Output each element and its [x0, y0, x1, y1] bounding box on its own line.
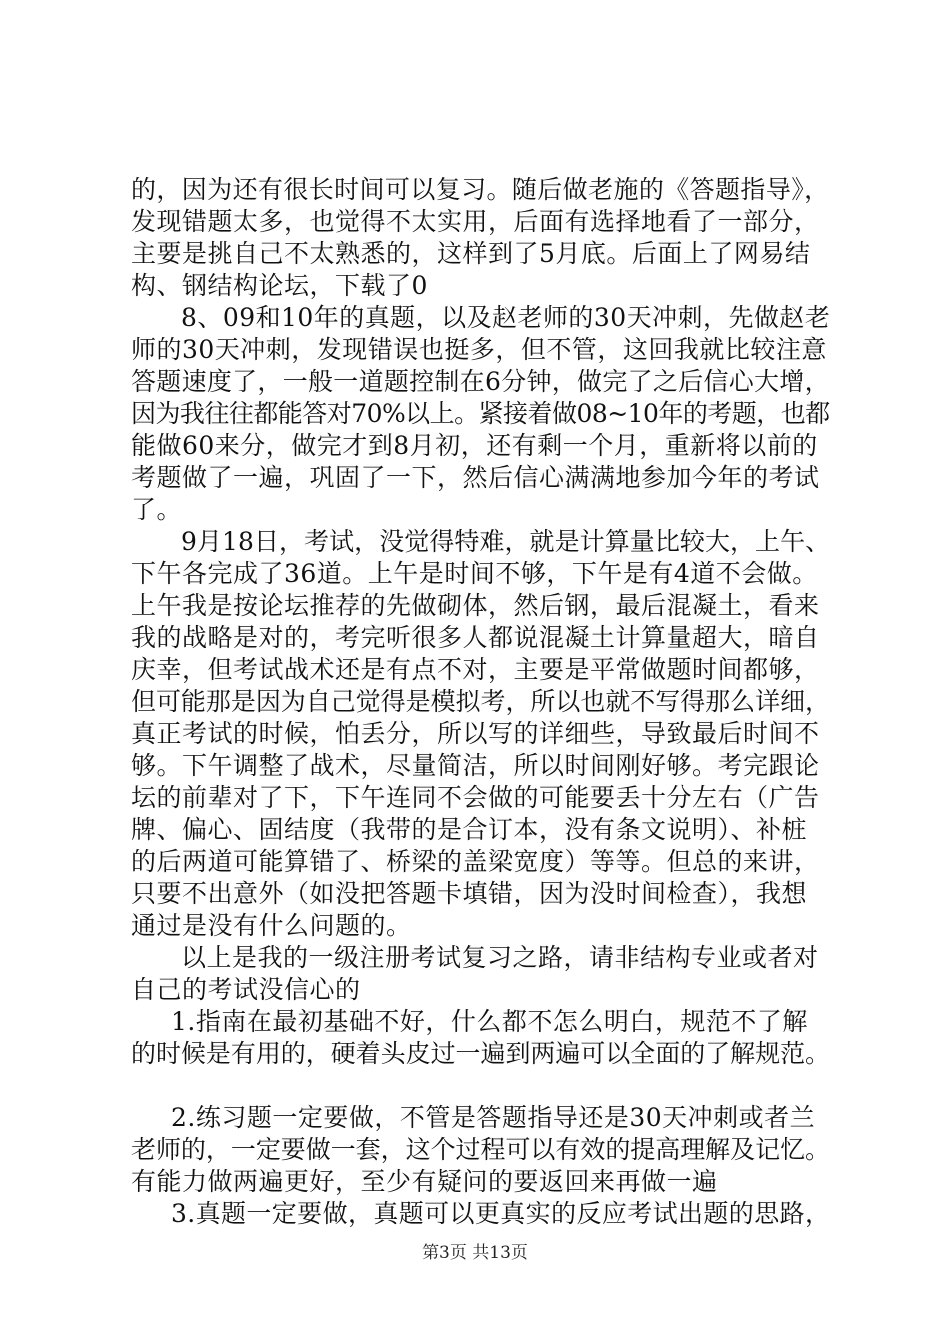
text-line: 1.指南在最初基础不好，什么都不怎么明白，规范不了解 — [171, 1007, 808, 1036]
text-line: 的后两道可能算错了、桥梁的盖梁宽度）等等。但总的来讲， — [131, 847, 820, 876]
text-line: 够。下午调整了战术，尽量简洁，所以时间刚好够。考完跟论 — [131, 751, 820, 780]
text-line: 以上是我的一级注册考试复习之路，请非结构专业或者对 — [181, 943, 819, 972]
page-footer: 第3页 共13页 — [422, 1243, 528, 1263]
text-line: 构、钢结构论坛，下载了0 — [131, 271, 428, 300]
text-line: 2.练习题一定要做，不管是答题指导还是30天冲刺或者兰 — [171, 1103, 816, 1132]
text-line: 通过是没有什么问题的。 — [131, 911, 412, 940]
text-line: 老师的，一定要做一套，这个过程可以有效的提高理解及记忆。 — [131, 1135, 831, 1164]
text-line: 能做60来分，做完才到8月初，还有剩一个月，重新将以前的 — [131, 431, 818, 460]
text-line: 真正考试的时候，怕丢分，所以写的详细些，导致最后时间不 — [131, 719, 820, 748]
text-line: 牌、偏心、固结度（我带的是合订本，没有条文说明）、补桩 — [131, 815, 808, 844]
text-line: 的时候是有用的，硬着头皮过一遍到两遍可以全面的了解规范。 — [131, 1039, 831, 1068]
text-line: 但可能那是因为自己觉得是模拟考，所以也就不写得那么详细， — [131, 687, 831, 716]
text-line: 考题做了一遍，巩固了一下，然后信心满满地参加今年的考试 — [131, 463, 820, 492]
text-line: 了。 — [131, 495, 183, 524]
text-line: 我的战略是对的，考完听很多人都说混凝土计算量超大，暗自 — [131, 623, 820, 652]
text-line: 庆幸，但考试战术还是有点不对，主要是平常做题时间都够， — [131, 655, 820, 684]
text-line: 答题速度了，一般一道题控制在6分钟，做完了之后信心大增， — [131, 367, 830, 396]
text-line: 的，因为还有很长时间可以复习。随后做老施的《答题指导》， — [131, 175, 830, 204]
text-line: 发现错题太多，也觉得不太实用，后面有选择地看了一部分， — [131, 207, 820, 236]
text-line: 主要是挑自己不太熟悉的，这样到了5月底。后面上了网易结 — [131, 239, 811, 268]
text-line: 8、09和10年的真题，以及赵老师的30天冲刺，先做赵老 — [181, 303, 831, 332]
text-line: 有能力做两遍更好，至少有疑问的要返回来再做一遍 — [131, 1167, 718, 1196]
text-line: 下午各完成了36道。上午是时间不够，下午是有4道不会做。 — [131, 559, 818, 588]
text-line: 上午我是按论坛推荐的先做砌体，然后钢，最后混凝土，看来 — [131, 591, 820, 620]
text-line: 只要不出意外（如没把答题卡填错，因为没时间检查），我想 — [131, 879, 808, 908]
text-line: 坛的前辈对了下，下午连同不会做的可能要丢十分左右（广告 — [131, 783, 820, 812]
text-line: 3.真题一定要做，真题可以更真实的反应考试出题的思路， — [171, 1199, 831, 1228]
text-line: 9月18日，考试，没觉得特难，就是计算量比较大，上午、 — [181, 527, 831, 556]
text-line: 自己的考试没信心的 — [131, 975, 361, 1004]
text-line: 师的30天冲刺，发现错误也挺多，但不管，这回我就比较注意 — [131, 335, 827, 364]
text-line: 因为我往往都能答对70%以上。紧接着做08~10年的考题，也都 — [131, 399, 830, 428]
